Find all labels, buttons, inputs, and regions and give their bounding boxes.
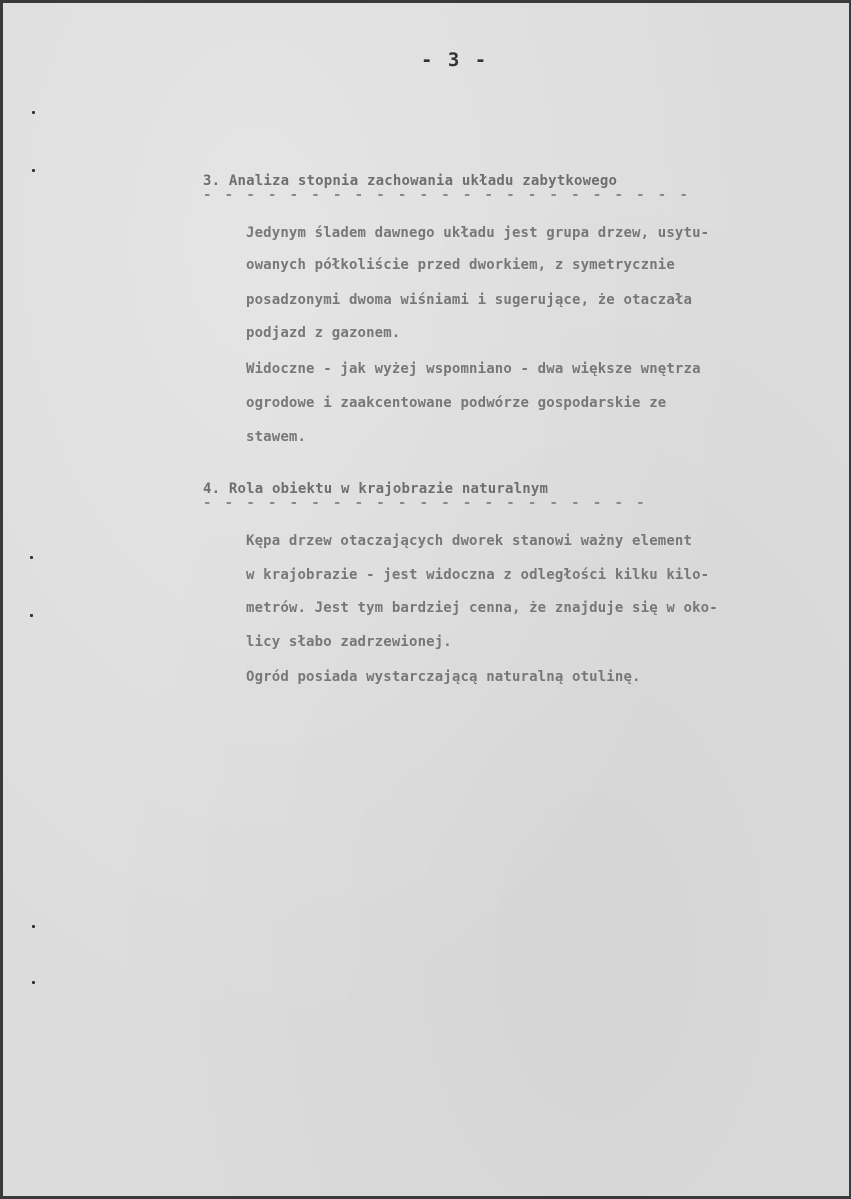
section-4-line-2: w krajobrazie - jest widoczna z odległości kilku kilo- <box>246 567 710 583</box>
section-4-line-3: metrów. Jest tym bardziej cenna, że znajduje się w oko- <box>246 600 718 616</box>
margin-mark <box>30 614 33 617</box>
section-4-underline: - - - - - - - - - - - - - - - - - - - - - <box>203 495 647 511</box>
margin-mark <box>30 556 33 559</box>
document-page <box>3 3 849 1196</box>
section-3-underline: - - - - - - - - - - - - - - - - - - - - - - - <box>203 187 691 203</box>
section-3-heading: 3. Analiza stopnia zachowania układu zabytkowego <box>203 173 618 189</box>
margin-mark <box>32 981 35 984</box>
section-3-line-6: ogrodowe i zaakcentowane podwórze gospodarskie ze <box>246 395 667 411</box>
page-number: - 3 - <box>421 49 489 71</box>
section-4-line-1: Kępa drzew otaczających dworek stanowi ważny element <box>246 533 693 549</box>
section-3-line-7: stawem. <box>246 429 307 445</box>
margin-mark <box>32 925 35 928</box>
section-4-line-5: Ogród posiada wystarczającą naturalną otulinę. <box>246 669 641 685</box>
section-4-heading: 4. Rola obiektu w krajobrazie naturalnym <box>203 481 549 497</box>
section-3-line-1: Jedynym śladem dawnego układu jest grupa drzew, usytu- <box>246 225 710 241</box>
section-4-line-4: licy słabo zadrzewionej. <box>246 634 452 650</box>
margin-mark <box>32 169 35 172</box>
margin-mark <box>32 111 35 114</box>
section-3-line-4: podjazd z gazonem. <box>246 325 401 341</box>
section-3-line-3: posadzonymi dwoma wiśniami i sugerujące, że otaczała <box>246 292 693 308</box>
section-3-line-5: Widoczne - jak wyżej wspomniano - dwa większe wnętrza <box>246 361 701 377</box>
section-3-line-2: owanych półkoliście przed dworkiem, z symetrycznie <box>246 257 675 273</box>
